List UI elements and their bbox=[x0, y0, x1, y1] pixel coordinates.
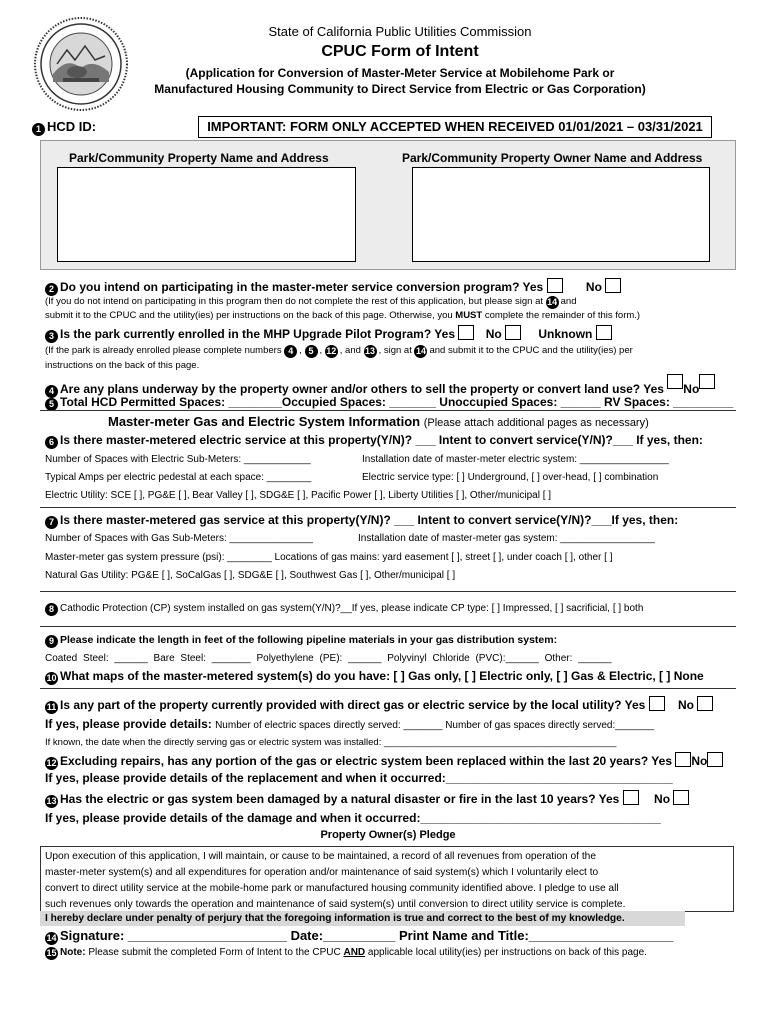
item-number-15: 15 bbox=[46, 948, 57, 958]
item-number-11: 11 bbox=[46, 702, 57, 712]
q6-install-date: Installation date of master-meter electric system: ________________ bbox=[362, 454, 669, 465]
item-number-14-ref: 14 bbox=[547, 297, 558, 307]
park-name-heading: Park/Community Property Name and Address bbox=[69, 151, 329, 165]
q3-note-line1: (If the park is already enrolled please complete numbers 4 , 5 , 12 , and 13 , sign at 14 and submit it to the CPUC and the utility(ies) per bbox=[45, 345, 633, 356]
q13-no-checkbox[interactable] bbox=[673, 790, 689, 805]
question-13: 13 Has the electric or gas system been damaged by a natural disaster or fire in the last 10 years? Yes No bbox=[45, 790, 689, 808]
item-number-6: 6 bbox=[45, 436, 58, 449]
pledge-text: Upon execution of this application, I will maintain, or cause to be maintained, a record of all revenues from operation of the master-meter system(s) and all expenditures for operation and/or maintenance of said system(s) which I voluntarily elect to convert to direct utility service at the mobile-home park or manufactured housing community identified above. I pledge to use all such revenues only towards the operation and maintenance of said system(s) until conversion to direct utility service is complete. bbox=[40, 846, 734, 912]
question-9: 9 Please indicate the length in feet of the following pipeline materials in your gas distribution system: bbox=[45, 634, 557, 648]
question-11: 11 Is any part of the property currently provided with direct gas or electric service by the local utility? Yes No bbox=[45, 696, 713, 714]
q12-no-checkbox[interactable] bbox=[707, 752, 723, 767]
item-number-12: 12 bbox=[46, 758, 57, 768]
q7-pressure-locations: Master-meter gas system pressure (psi): ________ Locations of gas mains: yard easement [ ], street [ ], under coach [ ], other [ ] bbox=[45, 552, 613, 563]
owner-address-field[interactable] bbox=[412, 167, 710, 262]
question-7: 7 Is there master-metered gas service at this property(Y/N)? ___ Intent to convert service(Y/N)?___If yes, then: bbox=[45, 513, 678, 529]
q3-yes-checkbox[interactable] bbox=[458, 325, 474, 340]
q12-details: If yes, please provide details of the replacement and when it occurred:__________________________________ bbox=[45, 771, 673, 785]
question-4: 4 Are any plans underway by the property owner and/or others to sell the property or convert land use? Yes No bbox=[45, 374, 715, 398]
q4-yes-checkbox[interactable] bbox=[667, 374, 683, 389]
q3-unknown-checkbox[interactable] bbox=[596, 325, 612, 340]
divider bbox=[40, 688, 736, 689]
q6-service-type: Electric service type: [ ] Underground, [ ] over-head, [ ] combination bbox=[362, 472, 659, 483]
divider bbox=[40, 626, 736, 627]
q7-install-date: Installation date of master-meter gas system: _________________ bbox=[358, 533, 655, 544]
perjury-declaration: I hereby declare under penalty of perjury that the foregoing information is true and correct to the best of my knowledge. bbox=[40, 911, 685, 926]
item-number-3: 3 bbox=[45, 330, 58, 343]
park-address-field[interactable] bbox=[57, 167, 356, 262]
q3-no-checkbox[interactable] bbox=[505, 325, 521, 340]
item-number-14: 14 bbox=[46, 933, 57, 943]
q2-yes-checkbox[interactable] bbox=[547, 278, 563, 293]
q12-yes-checkbox[interactable] bbox=[675, 752, 691, 767]
q7-gas-utility: Natural Gas Utility: PG&E [ ], SoCalGas [ ], SDG&E [ ], Southwest Gas [ ], Other/municipal [ ] bbox=[45, 570, 456, 581]
q11-no-checkbox[interactable] bbox=[697, 696, 713, 711]
gas-electric-heading: Master-meter Gas and Electric System Information (Please attach additional pages as necessary) bbox=[108, 414, 649, 429]
item-number-9: 9 bbox=[45, 635, 58, 648]
divider bbox=[40, 591, 736, 592]
item-number-5-ref: 5 bbox=[305, 345, 318, 358]
question-6: 6 Is there master-metered electric service at this property(Y/N)? ___ Intent to convert service(Y/N)?___ If yes, then: bbox=[45, 433, 703, 449]
owner-name-heading: Park/Community Property Owner Name and Address bbox=[402, 151, 703, 165]
california-seal-logo bbox=[33, 16, 129, 112]
q11-known-date: If known, the date when the directly serving gas or electric system was installed: ____________________________________________ bbox=[45, 737, 617, 748]
divider bbox=[40, 410, 736, 411]
q6-amps: Typical Amps per electric pedestal at each space: ________ bbox=[45, 472, 312, 483]
hcd-id-label: 1 HCD ID: bbox=[32, 119, 96, 136]
q2-note-line1: (If you do not intend on participating in this program then do not complete the rest of this application, but please sign at 14 and bbox=[45, 296, 577, 307]
item-number-2: 2 bbox=[45, 283, 58, 296]
q11-details: If yes, please provide details: Number of electric spaces directly served: _______ Number of gas spaces directly served:_______ bbox=[45, 717, 655, 731]
question-10: 10 What maps of the master-metered system(s) do you have: [ ] Gas only, [ ] Electric only, [ ] Gas & Electric, [ ] None bbox=[46, 669, 704, 683]
q7-submeters: Number of Spaces with Gas Sub-Meters: _______________ bbox=[45, 533, 313, 544]
form-title: CPUC Form of Intent bbox=[321, 43, 479, 60]
q4-no-checkbox[interactable] bbox=[699, 374, 715, 389]
item-number-10: 10 bbox=[46, 673, 57, 683]
question-2: 2 Do you intend on participating in the master-meter service conversion program? Yes No bbox=[45, 278, 621, 296]
item-number-5: 5 bbox=[45, 398, 58, 411]
q6-submeters: Number of Spaces with Electric Sub-Meters: ____________ bbox=[45, 454, 311, 465]
header-agency: State of California Public Utilities Commission bbox=[268, 24, 532, 39]
q13-details: If yes, please provide details of the damage and when it occurred:____________________________________ bbox=[45, 811, 661, 825]
question-5: 5 Total HCD Permitted Spaces: ________Occupied Spaces: _______ Unoccupied Spaces: ______ RV Spaces: _________ bbox=[45, 395, 733, 411]
question-8: 8 Cathodic Protection (CP) system installed on gas system(Y/N)?__If yes, please indicate CP type: [ ] Impressed, [ ] sacrificial, [ ] both bbox=[45, 603, 643, 616]
item-number-13: 13 bbox=[46, 796, 57, 806]
submission-note: 15 Note: Please submit the completed Form of Intent to the CPUC AND applicable local utility(ies) per instructions on back of this page. bbox=[46, 947, 647, 958]
q2-no-checkbox[interactable] bbox=[605, 278, 621, 293]
item-number-12-ref: 12 bbox=[326, 346, 337, 356]
signature-line[interactable]: 14 Signature: ______________________ Date:__________ Print Name and Title:____________________ bbox=[46, 928, 674, 943]
question-12: 12 Excluding repairs, has any portion of the gas or electric system been replaced within the last 20 years? Yes No bbox=[45, 752, 723, 770]
item-number-4: 4 bbox=[45, 385, 58, 398]
divider bbox=[40, 507, 736, 508]
q11-yes-checkbox[interactable] bbox=[649, 696, 665, 711]
item-number-8: 8 bbox=[45, 603, 58, 616]
item-number-13-ref: 13 bbox=[365, 346, 376, 356]
q6-electric-utility: Electric Utility: SCE [ ], PG&E [ ], Bear Valley [ ], SDG&E [ ], Pacific Power [ ], Liberty Utilities [ ], Other/municipal [ ] bbox=[45, 490, 552, 501]
q13-yes-checkbox[interactable] bbox=[623, 790, 639, 805]
item-number-14-ref-2: 14 bbox=[415, 346, 426, 356]
item-number-1: 1 bbox=[32, 123, 45, 136]
q2-note-line2: submit it to the CPUC and the utility(ies) per instructions on the back of this page. Otherwise, you MUST complete the remainder of this form.) bbox=[45, 310, 641, 321]
question-3: 3 Is the park currently enrolled in the MHP Upgrade Pilot Program? Yes No Unknown bbox=[45, 325, 612, 343]
item-number-7: 7 bbox=[45, 516, 58, 529]
form-subtitle: (Application for Conversion of Master-Meter Service at Mobilehome Park or Manufactured Housing Community to Direct Service from Electric or Gas Corporation) bbox=[154, 66, 646, 96]
important-notice: IMPORTANT: FORM ONLY ACCEPTED WHEN RECEIVED 01/01/2021 – 03/31/2021 bbox=[198, 116, 712, 138]
q9-pipeline-lengths: Coated Steel: ______ Bare Steel: _______ Polyethylene (PE): ______ Polyvinyl Chloride (PVC):______ Other: ______ bbox=[45, 653, 612, 664]
item-number-4-ref: 4 bbox=[284, 345, 297, 358]
q3-note-line2: instructions on the back of this page. bbox=[45, 360, 200, 371]
pledge-heading: Property Owner(s) Pledge bbox=[320, 829, 456, 841]
